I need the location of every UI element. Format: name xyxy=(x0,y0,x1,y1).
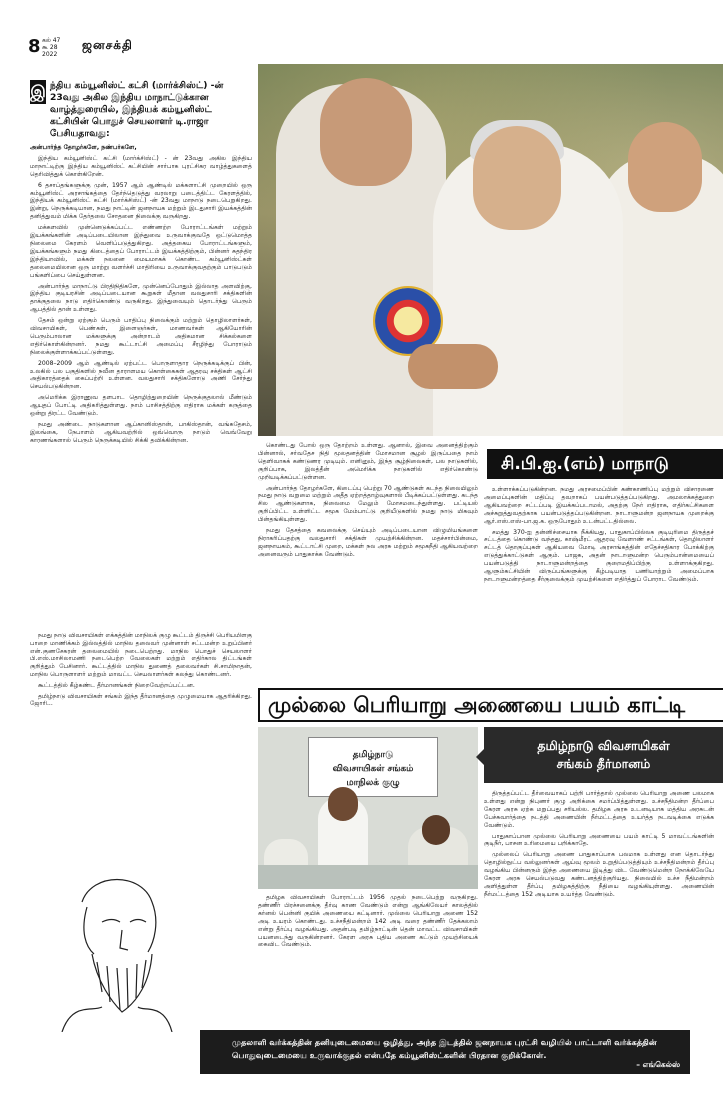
quote-signature: – எங்கெல்ஸ் xyxy=(636,1060,680,1069)
column-paragraph: நமது நாடு விவசாயிகள் எக்கத்தின் மாநிலக் குழு கூட்டம் திருச்சி பெரியமிளகு பாறை மாணிக்கம் இல்லத்தில் மாநில தலைவர் முன்னாள் சட்டமன்ற உறுப்பினர் என்.குணசேகரன் தலைமையில் நடைபெற்றது. மாநில பொதுச் செயலாளர் பி.எஸ்.மாசிலாமணி நடைபெற்ற வேலைகள் மற்றும் எதிர்கால திட்டங்கள் குறித்தும் பேசினார். கூட்டத்தில் மாநில துணைத் தலைவர்கள் சி.சாமிநாதன், மாநில பொருளாளர் மற்றும் மாவட்ட செயலாளர்கள் கலந்து கொண்டனர். xyxy=(30,632,252,678)
subheading-line: தமிழ்நாடு விவசாயிகள் xyxy=(537,738,670,753)
subheading-pointer xyxy=(476,749,484,765)
banner-line: தமிழ்நாடு xyxy=(352,750,394,760)
lead-paragraph: நமது அண்டை நாடுகளான ஆப்கானிஸ்தான், பாகிஸ்தான், வங்கதேசம், இலங்கை, நேபாளம் ஆகியவற்றில் ஒவ்வொரு நாடும் வெவ்வேறு காரணங்களால் பெரும் நெருக்கடியில் சிக்கி தவிக்கின்றன. xyxy=(30,421,252,444)
lead-paragraph: தேசம் ஒன்று ஏற்கும் பெரும் பாதிப்பு நிலைக்கும் மற்றும் தொழிலாளர்கள், விவசாயிகள், பெண்கள், இளைஞர்கள், மாணவர்கள் ஆகியோரின் பெரும்பாலான மக்களுக்கு அன்றாடம் அதிகமான சிக்கல்களை எதிர்கொள்கின்றனர். நமது கூட்டாட்சி அமைப்பு சீரழிந்து போராடும் நிலைக்குள்ளாக்கப்பட்டுள்ளது. xyxy=(30,317,252,356)
banner-line: விவசாயிகள் சங்கம் xyxy=(332,764,414,774)
column-paragraph: நமது தேசத்தை கவலைக்கு செய்யும் அடிப்படையான விழுமியங்களை நிராகரிப்பதற்கு வலதுசாரி சக்திகள் முயற்சிக்கின்றன. மதச்சார்பின்மை, ஜனநாயகம், கூட்டாட்சி முறை, மக்கள் நல அரசு மற்றும் சமூகநீதி ஆகியவற்றை அனைவரும் பாதுகாக்க வேண்டும். xyxy=(258,527,478,558)
photo-table xyxy=(258,865,478,889)
column-paragraph: பாதுகாப்பான முல்லை பெரியாறு அணையை பயம் காட்டி 5 மாவட்டங்களின் குடிநீர், பாசன உரிமையை பறிக்காதே. xyxy=(484,832,714,848)
photo-figure-left-head xyxy=(320,78,412,186)
meeting-photo xyxy=(258,727,478,889)
photo-person-speaker-head xyxy=(328,787,358,821)
subheading-line: சங்கம் தீர்மானம் xyxy=(556,756,651,771)
lead-heading-block xyxy=(30,80,252,140)
photo-figure-center-head xyxy=(473,126,561,230)
column-paragraph: தமிழக விவசாயிகள் போராட்டம் 1956 முதல் நடைபெற்று வருகிறது. தண்ணீர் பிரச்சனைக்கு தீர்வு காண வேண்டும் என்று ஆங்கிலேயர் காலத்தில் கர்னல் பென்னி குயிக் அணையை கட்டினார். முல்லை பெரியாறு அணை 152 அடி உயரம் கொண்டது. உச்சநீதிமன்றம் 142 அடி வரை தண்ணீர் தேக்கலாம் என்று தீர்ப்பு வழங்கியது. அதன்படி தமிழ்நாட்டின் தென் மாவட்ட விவசாயிகள் பயனடைந்து வருகின்றனர். கேரள அரசு புதிய அணை கட்டும் முயற்சியைக் கைவிட வேண்டும். xyxy=(258,894,478,949)
lead-paragraph: மக்களவில் முன்னெடுக்கப்பட்ட எண்ணற்ற போராட்டங்கள் மற்றும் இயக்கங்களின் அடிப்படையிலான இந்துவை உருவாக்குவதே ஒட்டுமொத்த நிலைமை கேரளம் வெளிப்படுத்துகிறது. அத்தகைய போராட்டங்களும், இயக்கங்களும் நமது கிடைத்தைப் போராட்டம் இயக்கத்திற்கும், பின்னர் சுதந்திர இந்தியாவில், மக்கள் நலனை மையமாகக் கொண்ட கம்யூனிஸ்ட்கள் தலைமையிலான ஒரு மாற்று வளர்ச்சி மாதிரியை உருவாக்குவதற்கும் பாடுபடும் பங்களிப்பை செய்துள்ளன. xyxy=(30,224,252,279)
lead-paragraph: அன்பார்ந்த மாநாட்டு பிரதிநிதிகளே, முன்னெப்போதும் இல்லாத அளவிற்கு, இந்திய குடியரசின் அடிப்படையான கூறுகள் மீதான வலதுசாரி சக்திகளின் தாக்குதலை நாடு எதிர்கொண்டு வருகிறது. இந்துவையும் தொடர்ந்து பெரும் ஆபத்தில் தான் உள்ளது. xyxy=(30,282,252,314)
column-paragraph: கொண்டது போல் ஒரு தோற்றம் உள்ளது. ஆனால், இவை அனைத்திற்கும் பின்னால், சர்வதேச நிதி மூலதனத்தின் மோசமான சூழல் இருப்பதை நாம் தெளிவாகக் கண்டுணர முடியும். எனினும், இந்த சூழ்நிலைகள், பல நாடுகளில், குறிப்பாக, இலத்தீன் அமெரிக்க நாடுகளில் எதிர்கொண்டு முறியடிக்கப்பட்டுள்ளன. xyxy=(258,442,478,481)
column-paragraph: உள்ளாக்கப்படுகின்றன. நமது அரசமைப்பின் கண்காணிப்பு மற்றும் விசாரணை அமைப்புகளின் மதிப்பு தவறாகப் பயன்படுத்தப்படுகிறது. அமலாக்கத்துறை ஆகியவற்றை சட்டப்படி இயக்கப்படாமல், அதற்கு நேர் எதிராக, எதிர்கட்சிகளை அச்சுறுத்துவதற்காக பயன்படுத்தப்படுகின்றன. நாடாளுமன்ற ஜனநாயக முறைக்கு ஆர்.எஸ்.எஸ்-பா.ஜ.க. ஒருபோதும் உடன்பட்டதில்லை. xyxy=(484,486,714,525)
lead-salutation: அன்பார்ந்த தோழர்களே, நண்பர்களே, xyxy=(30,144,137,151)
issue-volume: கல் 47 xyxy=(42,37,61,44)
lead-paragraph: அமெரிக்க இராணுவ தளபாட தொழிற்துறையின் நெருக்குதலால் மீண்டும் ஆயுதப் போட்டி அதிகரித்துள்ளது. நாம் பாசிசத்திற்கு எதிராக மக்கள் கருத்தை ஒன்று திரட்ட வேண்டும். xyxy=(30,394,252,418)
masthead xyxy=(28,36,148,60)
quote-box xyxy=(200,1030,690,1074)
issue-info xyxy=(42,37,60,58)
issue-year: 2022 xyxy=(42,51,58,58)
lead-paragraph: 6 தசாப்தங்களுக்கு முன், 1957 ஆம் ஆண்டில் மக்களாட்சி முறையில் ஒரு கம்யூனிஸ்ட் அரசாங்கத்தை தேர்ந்தெடுத்து வரலாறு படைத்திட்ட கேரளத்தில், இந்தியக் கம்யூனிஸ்ட் கட்சி (மார்க்சிஸ்ட்) -ன் 23வது மாநாடு நடைபெறுகிறது. இன்று, நெருக்கடியான, நமது நாட்டின் ஜனநாயக மற்றும் இடதுசாரி இயக்கத்தின் தனித்துவம் மிக்க தேர்தலை சோதனை நிலைக்கு வருகிறது. xyxy=(30,181,252,221)
paper-name: ஜனசக்தி xyxy=(82,38,133,52)
main-photo xyxy=(258,64,723,436)
column-paragraph: கூட்டத்தில் கீழ்கண்ட தீர்மானங்கள் நிறைவேற்றப்பட்டன. xyxy=(38,681,195,689)
article-column-right-lower xyxy=(484,790,714,902)
photo-person-seated-right-head xyxy=(422,815,450,845)
article-column-lower-left xyxy=(30,632,252,711)
quote-text: முதலாளி வர்க்கத்தின் தனியுடைமையை ஒழித்து, அந்த இடத்தில் ஜனநாயக புரட்சி வழியில் பாட்டாளி வர்க்கத்தின் பொதுவுடைமையை உருவாக்குதல் என்பதே கம்யூனிஸ்ட்களின் பிரதான குறிக்கோள். xyxy=(232,1037,657,1060)
handshake xyxy=(408,344,498,389)
article-column-middle-lower xyxy=(258,894,478,952)
column-paragraph: திருத்தப்பட்ட தீர்வையாகப் பற்றி பார்த்தால் முல்லை பெரியாறு அணை பலமாக உள்ளது என்று நிபுணர் குழு அறிக்கை சமர்ப்பித்துள்ளது. உச்சநீதிமன்ற தீர்ப்பை கேரள அரசு ஏற்க மறுப்பது சரியல்ல. தமிழக அரசு உடனடியாக மத்திய அரசுடன் பேச்சுவார்த்தை நடத்தி அணையின் நீர்மட்டத்தை உயர்த்த நடவடிக்கை எடுக்க வேண்டும். xyxy=(484,790,714,829)
lead-paragraph: 2008–2009 ஆம் ஆண்டில் ஏற்பட்ட பொருளாதார நெருக்கடிக்குப் பின், உலகில் பல பகுதிகளில் நவீன தாராளமய கொள்கைகள் ஆதரவு சக்திகள் ஆட்சி அதிகாரத்தைக் கைப்பற்றி உள்ளன. வலதுசாரி சக்திகளோடு அணி சேர்ந்து செயல்படுகின்றன. xyxy=(30,359,252,391)
banner-line: மாநிலக் குழு xyxy=(346,778,400,788)
lead-heading: ந்திய கம்யூனிஸ்ட் கட்சி (மார்க்சிஸ்ட்) -ன் 23வது அகில இந்திய மாநாட்டுக்கான வாழ்த்துரையில், இந்தியக் கம்யூனிஸ்ட் கட்சியின் பொதுச் செயலாளர் டி.ராஜா பேசியதாவது: xyxy=(50,80,224,139)
issue-number: கூ 28 xyxy=(42,44,58,51)
subheading-box xyxy=(484,727,723,783)
article-column-middle xyxy=(258,442,478,562)
meeting-banner xyxy=(308,737,438,797)
section-headline: முல்லை பெரியாறு அணையை பயம் காட்டி xyxy=(258,688,723,722)
page-number: 8 xyxy=(28,36,41,57)
lead-article xyxy=(30,80,252,448)
photo-caption-label: சி.பி.ஐ.(எம்) மாநாடு xyxy=(487,449,723,479)
lead-paragraph: இந்திய கம்யூனிஸ்ட் கட்சி (மார்க்சிஸ்ட்) - ன் 23வது அகில இந்திய மாநாட்டிற்கு இந்திய கம்யூனிஸ்ட் கட்சியின் சார்பாக புரட்சிகர வாழ்த்துகளைத் தெரிவித்துக் கொள்கிறேன். xyxy=(30,154,252,178)
photo-figure-right-head xyxy=(628,122,702,212)
dropcap: இ xyxy=(30,80,46,104)
column-paragraph: சமத்து 370-ஐ தன்னிச்சையாக நீக்கியது, பாதுகாப்பில்லக குடியுரிமை திருத்தச் சட்டத்தை கொண்டு வந்தது, காஷ்மீரட் ஆதரவு வேளாண் சட்டங்கள், தொழிலாளர் சட்டத் தொகுப்புகள் ஆகியவை மோடி அரசாங்கத்தின் எதேச்சதிகார போக்கிற்கு எடுத்துக்காட்டுகள் ஆகும். பாஜக, அதன் நாடாளுமன்ற பெரும்பான்மையைப் பயன்படுத்தி நாடாளுமன்றத்தை குறைமதிப்பிற்கு உள்ளாக்குகிறது. ஆளும்கட்சியின் விருப்பங்களுக்கு கீழ்படியாத பணியாற்றும் அமைப்பாக நாடாளுமன்றத்தை சீர்குலைக்கும் முயற்சிகளை எதிர்த்துப் போராட வேண்டும். xyxy=(484,528,714,583)
engels-sketch-portrait xyxy=(42,862,192,1032)
column-paragraph: முல்லைப் பெரியாறு அணை பாதுகாப்பாக பலமாக உள்ளது என தொடர்ந்து தொழில்நுட்ப வல்லுனர்கள் ஆய்வு மூலம் உறுதிப்படுத்தியும் உச்சநீதிமன்றம் தீர்ப்பு வழங்கிய பின்னரும் இந்த அணையை இடித்து விட வேண்டுமென்ற நோக்கிலேயே கேரள அரசு செயல்படுவது கண்டனத்திற்குரியது. நிலையில் உச்ச நீதிமன்றம் அளித்துள்ள தீர்ப்பு தமிழகத்திற்கு நீதியை வழங்கியுள்ளது. அணையின் நீர்மட்டத்தை 152 அடியாக உயர்த்த வேண்டும். xyxy=(484,851,714,898)
column-paragraph: தமிழ்நாடு விவசாயிகள் சங்கம் இந்த தீர்மானத்தை முழுமையாக ஆதரிக்கிறது. ஜோரி... xyxy=(30,692,252,708)
article-column-right xyxy=(484,486,714,587)
column-paragraph: அன்பார்ந்த தோழர்களே, கிடைப்பு பெற்று 70 ஆண்டுகள் கடந்த நிலையிலும் நமது நாடு வறுமை மற்றும் அதீத ஏற்றத்தாழ்வுகளால் பீடிக்கப்பட்டுள்ளது. கடந்த சில ஆண்டுகளாக, நிலைமை மேலும் மோசமடைந்துள்ளது. பட்டியல் குறிப்பிட்ட உள்ளிட்ட சமூக மேம்பாட்டு குறியீடுகளில் நமது நாடு மிகவும் பின்தங்கியுள்ளது. xyxy=(258,484,478,524)
